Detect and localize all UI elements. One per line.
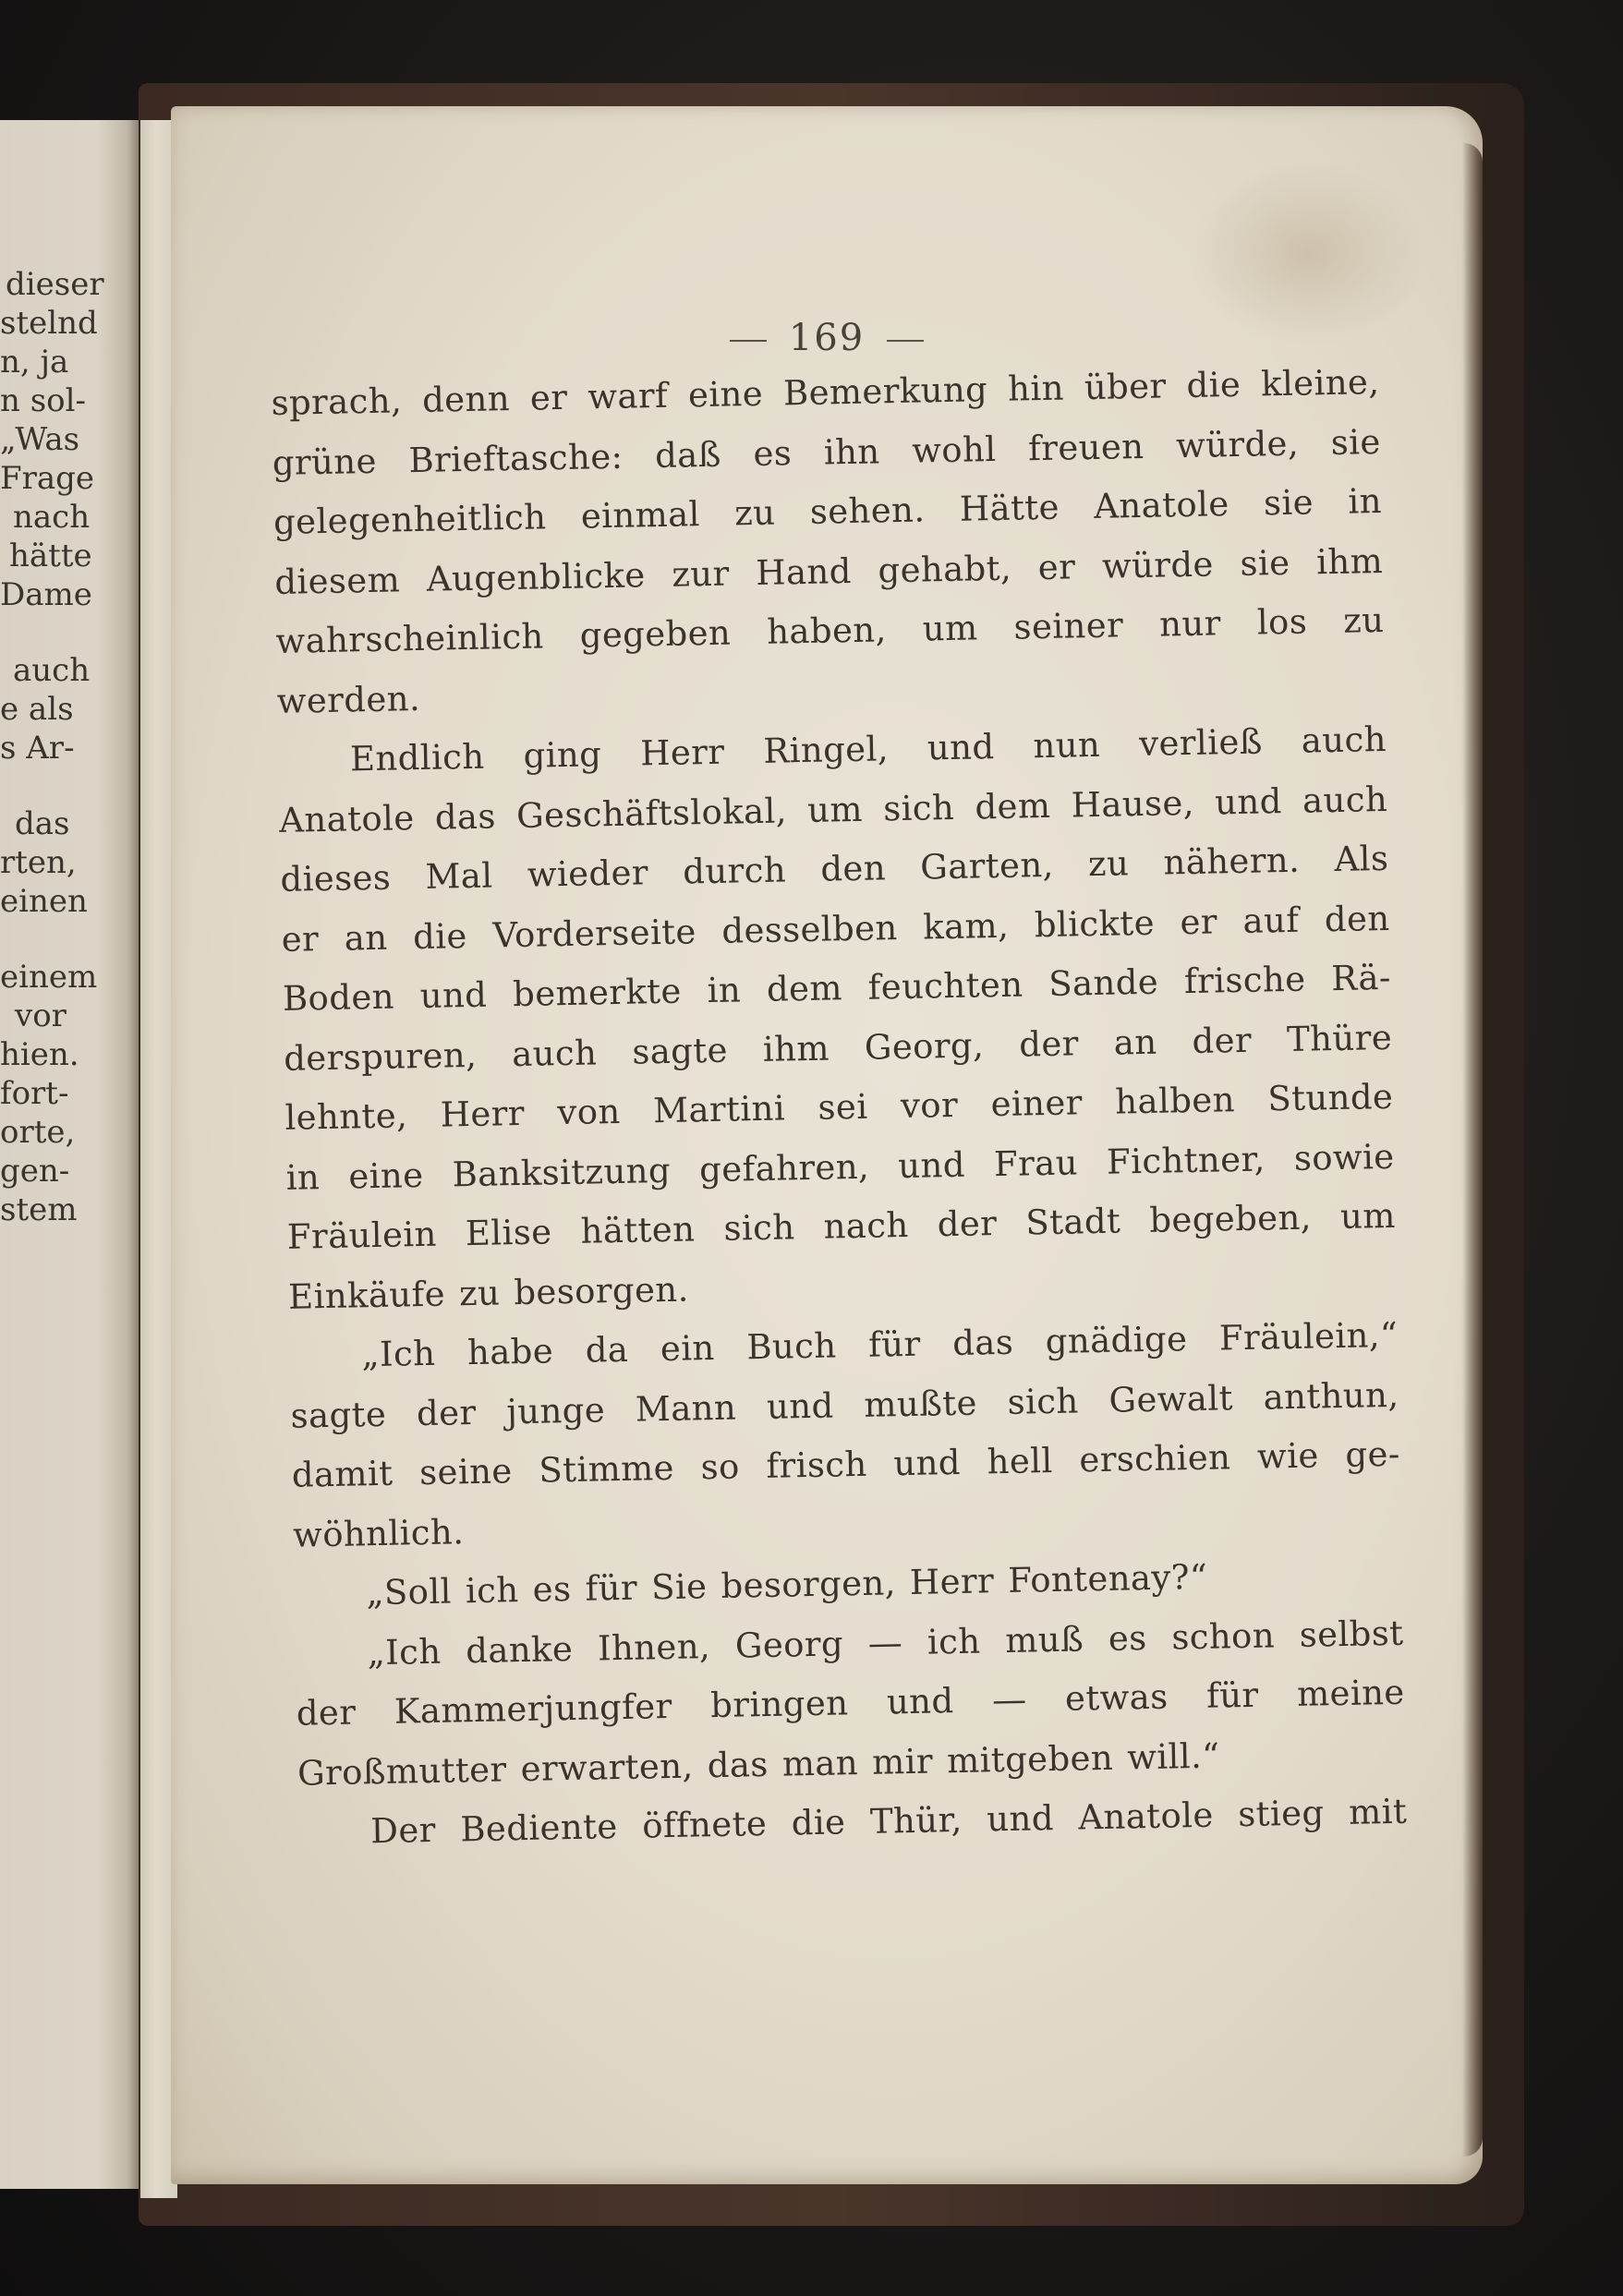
left-fragment: Dame <box>0 576 92 613</box>
text-line: sagte der junge Mann und mußte sich Gewalt anthun, <box>290 1374 1399 1436</box>
text-line: sprach, denn er warf eine Bemerkung hin über die kleine, <box>271 361 1380 423</box>
left-fragment: n sol- <box>0 382 86 419</box>
left-fragment: s Ar- <box>0 730 75 767</box>
left-fragment: einen <box>0 883 88 920</box>
left-fragment: das <box>15 805 70 842</box>
text-line: Fräulein Elise hätten sich nach der Stadt begeben, um <box>286 1195 1397 1257</box>
left-fragment: dieser <box>6 266 104 303</box>
left-fragment: stelnd <box>0 305 98 342</box>
text-line: Großmutter erwarten, das man mir mitgeben will.“ <box>297 1735 1220 1794</box>
left-fragment: nach <box>13 499 91 536</box>
text-line: Endlich ging Herr Ringel, und nun verließ auch <box>349 719 1387 779</box>
text-line: Boden und bemerkte in dem feuchten Sande frische Rä- <box>282 957 1392 1019</box>
page-number <box>171 317 1483 359</box>
left-fragment: n, ja <box>0 344 69 381</box>
left-fragment: gen- <box>0 1153 70 1190</box>
text-line: der Kammerjungfer bringen und — etwas für meine <box>296 1672 1406 1734</box>
paragraph <box>289 1306 1402 1565</box>
text-line: „Ich habe da ein Buch für das gnädige Fräulein,“ <box>360 1314 1399 1375</box>
text-line: grüne Brieftasche: daß es ihn wohl freuen würde, sie <box>272 421 1382 483</box>
page-number-value: 169 <box>788 317 866 359</box>
left-fragment: e als <box>0 691 74 728</box>
text-line: in eine Banksitzung gefahren, und Frau Fichtner, sowie <box>285 1136 1395 1198</box>
left-fragment: rten, <box>0 844 77 881</box>
left-fragment: vor <box>15 997 67 1034</box>
body-text <box>271 353 1408 1863</box>
text-line: lehnte, Herr von Martini sei vor einer halben Stunde <box>285 1076 1394 1138</box>
left-fragment: hien. <box>0 1036 79 1073</box>
left-fragment: hätte <box>9 538 92 574</box>
text-line: er an die Vorderseite desselben kam, blickte er auf den <box>281 898 1390 960</box>
text-line: „Ich danke Ihnen, Georg — ich muß es schon selbst <box>367 1613 1404 1673</box>
dash-left <box>730 340 767 342</box>
text-line: Einkäufe zu besorgen. <box>287 1268 690 1317</box>
text-line: Der Bediente öffnete die Thür, und Anatole stieg mit <box>369 1791 1408 1852</box>
paragraph <box>271 353 1386 731</box>
text-line: werden. <box>276 678 421 721</box>
text-line: damit seine Stimme so frisch und hell erschien wie ge- <box>291 1433 1401 1495</box>
left-fragment: „Was <box>0 421 80 458</box>
text-line: gelegenheitlich einmal zu sehen. Hätte Anatole sie in <box>273 480 1383 542</box>
text-line: derspuren, auch sagte ihm Georg, der an der Thüre <box>283 1017 1393 1079</box>
page-edge <box>1462 143 1483 2157</box>
facing-page-left <box>0 120 139 2189</box>
text-line: „Soll ich es für Sie besorgen, Herr Fontenay?“ <box>365 1556 1208 1613</box>
left-fragment: auch <box>13 652 91 689</box>
book-page <box>171 106 1483 2184</box>
paragraph <box>295 1603 1406 1804</box>
text-line: wöhnlich. <box>292 1511 465 1555</box>
paragraph <box>277 710 1397 1327</box>
text-line: diesem Augenblicke zur Hand gehabt, er würde sie ihm <box>273 540 1384 602</box>
dash-right <box>887 340 924 342</box>
left-fragment: stem <box>0 1191 78 1228</box>
left-fragment: Frage <box>0 460 94 497</box>
text-line: Anatole das Geschäftslokal, um sich dem Hause, und auch <box>278 779 1388 840</box>
left-fragment: orte, <box>0 1114 76 1151</box>
left-fragment: fort- <box>0 1075 69 1112</box>
text-line: dieses Mal wieder durch den Garten, zu nähern. Als <box>280 838 1389 900</box>
left-fragment: einem <box>0 959 98 996</box>
text-line: wahrscheinlich gegeben haben, um seiner nur los zu <box>275 599 1385 661</box>
